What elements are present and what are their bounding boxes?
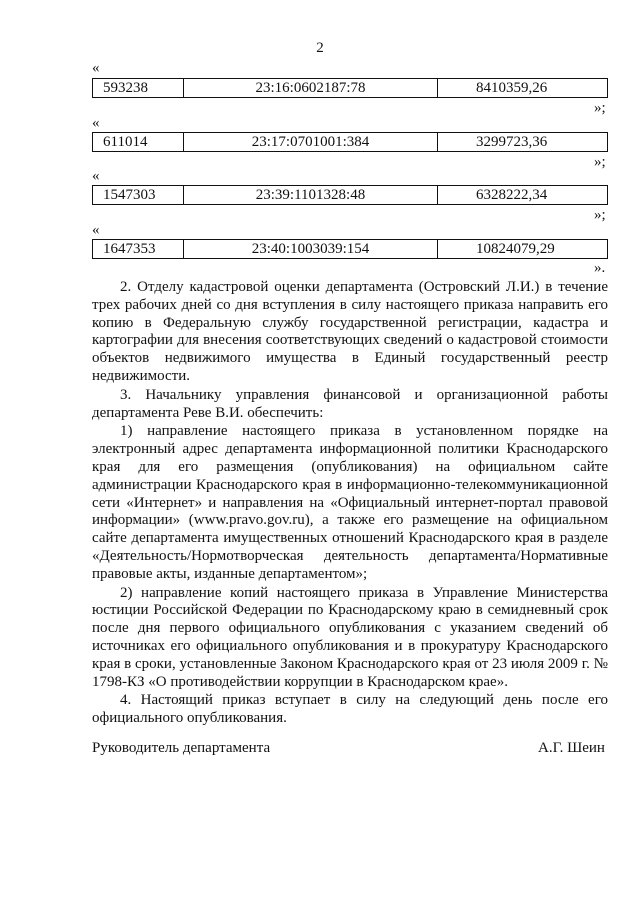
paragraph-3: 3. Начальнику управления финансовой и организационной работы департамента Реве В.И. обеспечить: (92, 386, 608, 421)
open-quote: « (92, 115, 100, 131)
row-number: 1547303 (93, 186, 184, 205)
page-number: 2 (316, 40, 324, 56)
row-number: 1647353 (93, 240, 184, 259)
cadastral-number: 23:39:1101328:48 (184, 186, 438, 205)
cadastral-value: 3299723,36 (438, 133, 608, 152)
cadastral-value: 6328222,34 (438, 186, 608, 205)
row-number: 611014 (93, 133, 184, 152)
cadastral-number: 23:40:1003039:154 (184, 240, 438, 259)
close-quote: »; (594, 154, 606, 170)
paragraph-4: 4. Настоящий приказ вступает в силу на следующий день после его официального опубликования. (92, 692, 608, 727)
open-quote: « (92, 168, 100, 184)
paragraph-3-2: 2) направление копий настоящего приказа в Управление Министерства юстиции Российской Федерации по Краснодарскому краю в семидневный срок после дня первого официального опубликования с указанием сведений об источниках его официального опубликования и в прокуратуру Краснодарского края в сроки, установленные Законом Краснодарского края от 23 июля 2009 г. № 1798-КЗ «О противодействии коррупции в Краснодарском крае». (92, 584, 608, 690)
signature-name: А.Г. Шеин (538, 740, 605, 756)
close-quote: »; (594, 207, 606, 223)
cadastral-row (92, 78, 608, 98)
cadastral-row (92, 132, 608, 152)
cadastral-row (92, 185, 608, 205)
open-quote: « (92, 222, 100, 238)
signature-position: Руководитель департамента (92, 740, 271, 756)
paragraph-2: 2. Отделу кадастровой оценки департамента (Островский Л.И.) в течение трех рабочих дней со дня вступления в силу настоящего приказа направить его копию в Федеральную службу государственной регистрации, кадастра и картографии для внесения соответствующих сведений о кадастровой стоимости объектов недвижимого имущества в Единый государственный реестр недвижимости. (92, 279, 608, 384)
cadastral-value: 10824079,29 (438, 240, 608, 259)
open-quote: « (92, 60, 100, 76)
cadastral-number: 23:16:0602187:78 (184, 79, 438, 98)
document-body (92, 279, 608, 728)
cadastral-number: 23:17:0701001:384 (184, 133, 438, 152)
cadastral-row (92, 239, 608, 259)
close-quote: ». (594, 260, 606, 276)
row-number: 593238 (93, 79, 184, 98)
paragraph-3-1: 1) направление настоящего приказа в установленном порядке на электронный адрес департамента информационной политики Краснодарского края для его размещения (опубликования) на официальном сайте администрации Краснодарского края в информационно-телекоммуникационной сети «Интернет» и направления на «Официальный интернет-портал правовой информации» (www.pravo.gov.ru), а также его размещение на официальном сайте департамента имущественных отношений Краснодарского края в разделе «Деятельность/Нормотворческая деятельность департамента/Нормативные правовые акты, изданные департаментом»; (92, 423, 608, 582)
close-quote: »; (594, 100, 606, 116)
cadastral-value: 8410359,26 (438, 79, 608, 98)
